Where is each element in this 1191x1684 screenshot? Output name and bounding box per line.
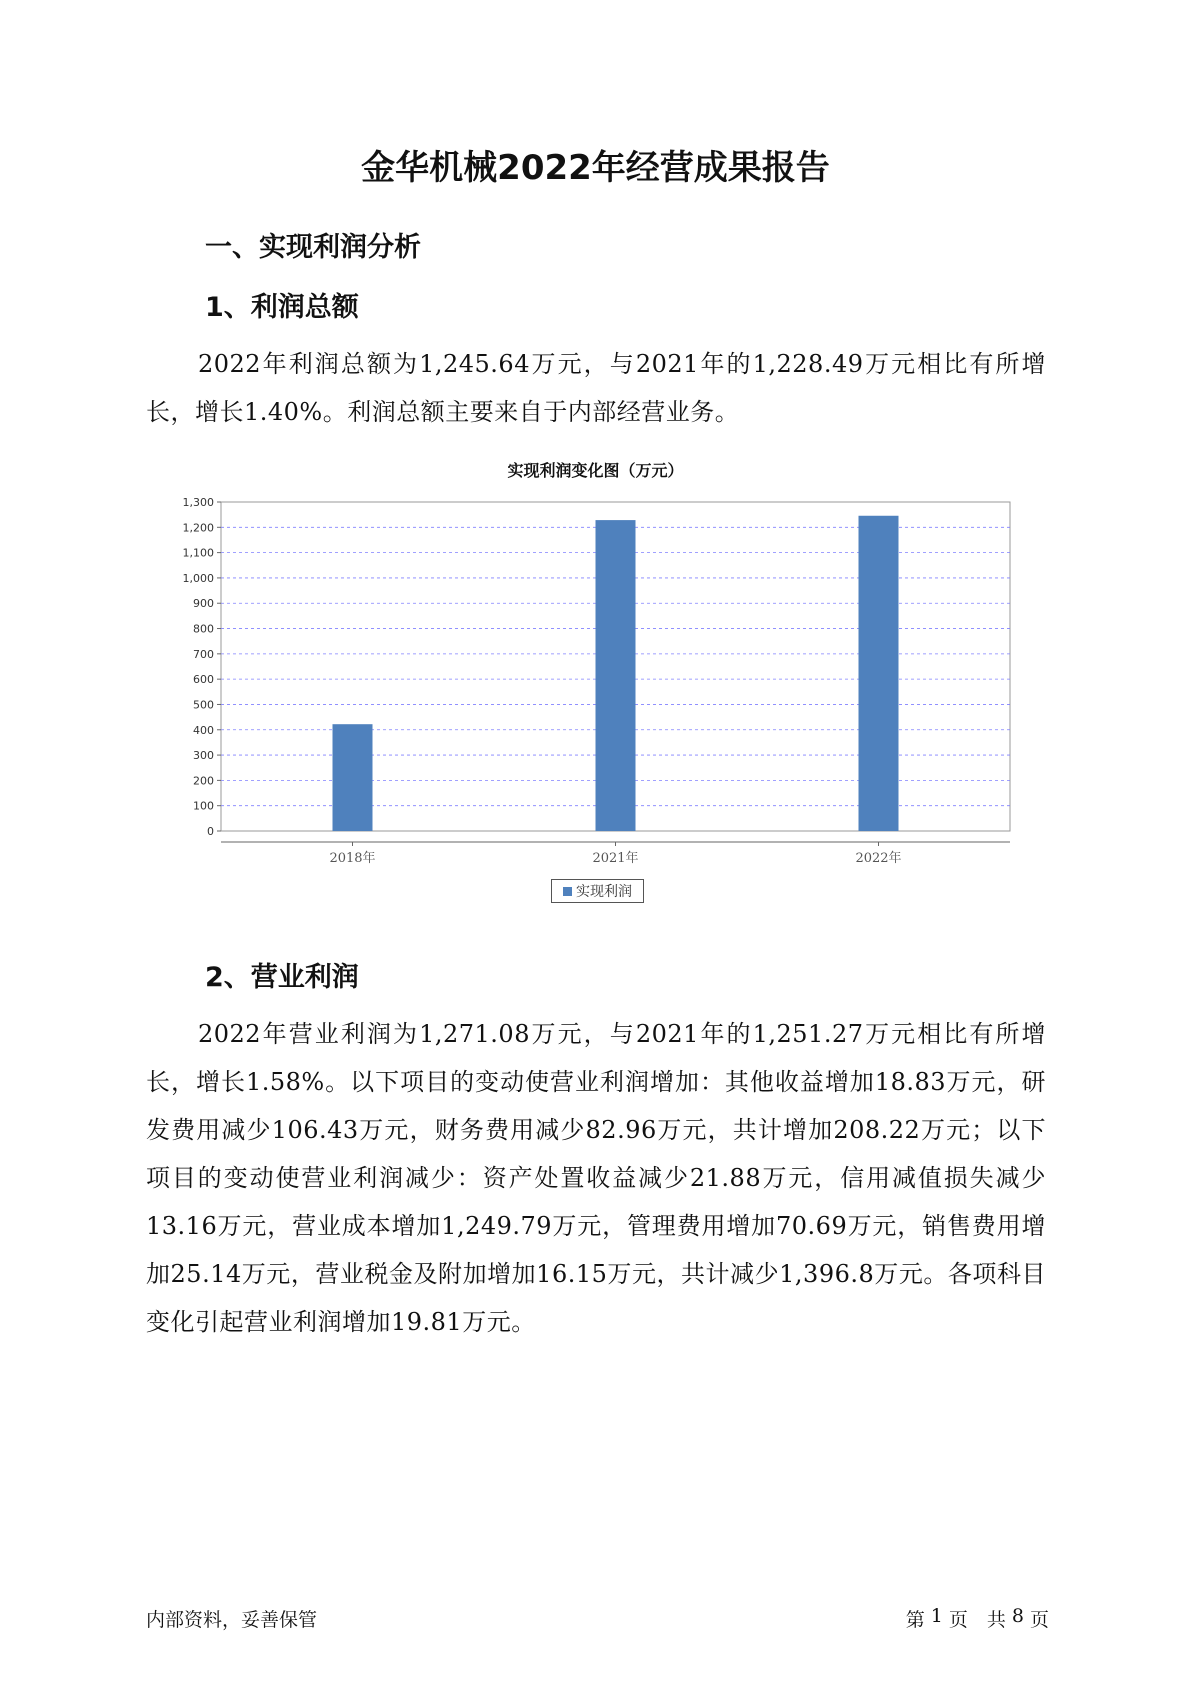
y-tick-label: 300 xyxy=(193,749,214,763)
page-title: 金华机械2022年经营成果报告 xyxy=(361,148,830,188)
y-tick-label: 100 xyxy=(193,799,214,813)
page-indicator xyxy=(906,1605,1049,1632)
chart-legend xyxy=(551,879,644,903)
x-tick-label: 2018年 xyxy=(329,851,376,866)
y-tick-label: 600 xyxy=(193,673,214,687)
y-tick-label: 200 xyxy=(193,774,214,788)
total-pages: 8 xyxy=(1011,1605,1024,1627)
bar-2018年 xyxy=(333,724,373,831)
footer-confidential-note: 内部资料，妥善保管 xyxy=(146,1609,318,1631)
y-tick-label: 500 xyxy=(193,698,214,712)
x-tick-label: 2022年 xyxy=(855,851,902,866)
x-tick-label: 2021年 xyxy=(592,851,639,866)
y-tick-label: 0 xyxy=(207,825,214,838)
chart-title: 实现利润变化图（万元） xyxy=(507,461,684,480)
y-tick-label: 1,200 xyxy=(182,521,214,535)
y-tick-label: 800 xyxy=(193,622,214,636)
section-heading: 一、实现利润分析 xyxy=(205,232,421,263)
y-tick-label: 1,300 xyxy=(182,496,214,509)
page-label-mid: 页 共 xyxy=(948,1609,1006,1631)
y-tick-label: 700 xyxy=(193,647,214,661)
subsection-heading-total-profit: 1、利润总额 xyxy=(205,292,359,323)
y-tick-label: 400 xyxy=(193,723,214,737)
profit-bar-chart xyxy=(150,480,1030,880)
paragraph-total-profit: 2022年利润总额为1,245.64万元，与2021年的1,228.49万元相比有所增长，增长1.40%。利润总额主要来自于内部经营业务。 xyxy=(146,350,1046,426)
subsection-heading-operating-profit: 2、营业利润 xyxy=(205,962,359,993)
page-label-prefix: 第 xyxy=(905,1609,925,1631)
bar-2022年 xyxy=(859,516,899,831)
y-tick-label: 1,100 xyxy=(182,546,214,560)
paragraph-operating-profit: 2022年营业利润为1,271.08万元，与2021年的1,251.27万元相比有所增长，增长1.58%。以下项目的变动使营业利润增加：其他收益增加18.83万元，研发费用减少106.43万元，财务费用减少82.96万元，共计增加208.22万元；以下项目的变动使营业利润减少：资产处置收益减少21.88万元，信用减值损失减少13.16万元，营业成本增加1,249.79万元，管理费用增加70.69万元，销售费用增加25.14万元，营业税金及附加增加16.15万元，共计减少1,396.8万元。各项科目变化引起营业利润增加19.81万元。 xyxy=(146,1020,1046,1336)
page-label-suffix: 页 xyxy=(1029,1609,1049,1631)
legend-label: 实现利润 xyxy=(576,884,632,900)
page-number: 1 xyxy=(930,1605,943,1627)
legend-swatch xyxy=(563,887,572,896)
y-tick-label: 1,000 xyxy=(182,571,214,585)
y-tick-label: 900 xyxy=(193,597,214,611)
bar-2021年 xyxy=(596,520,636,831)
